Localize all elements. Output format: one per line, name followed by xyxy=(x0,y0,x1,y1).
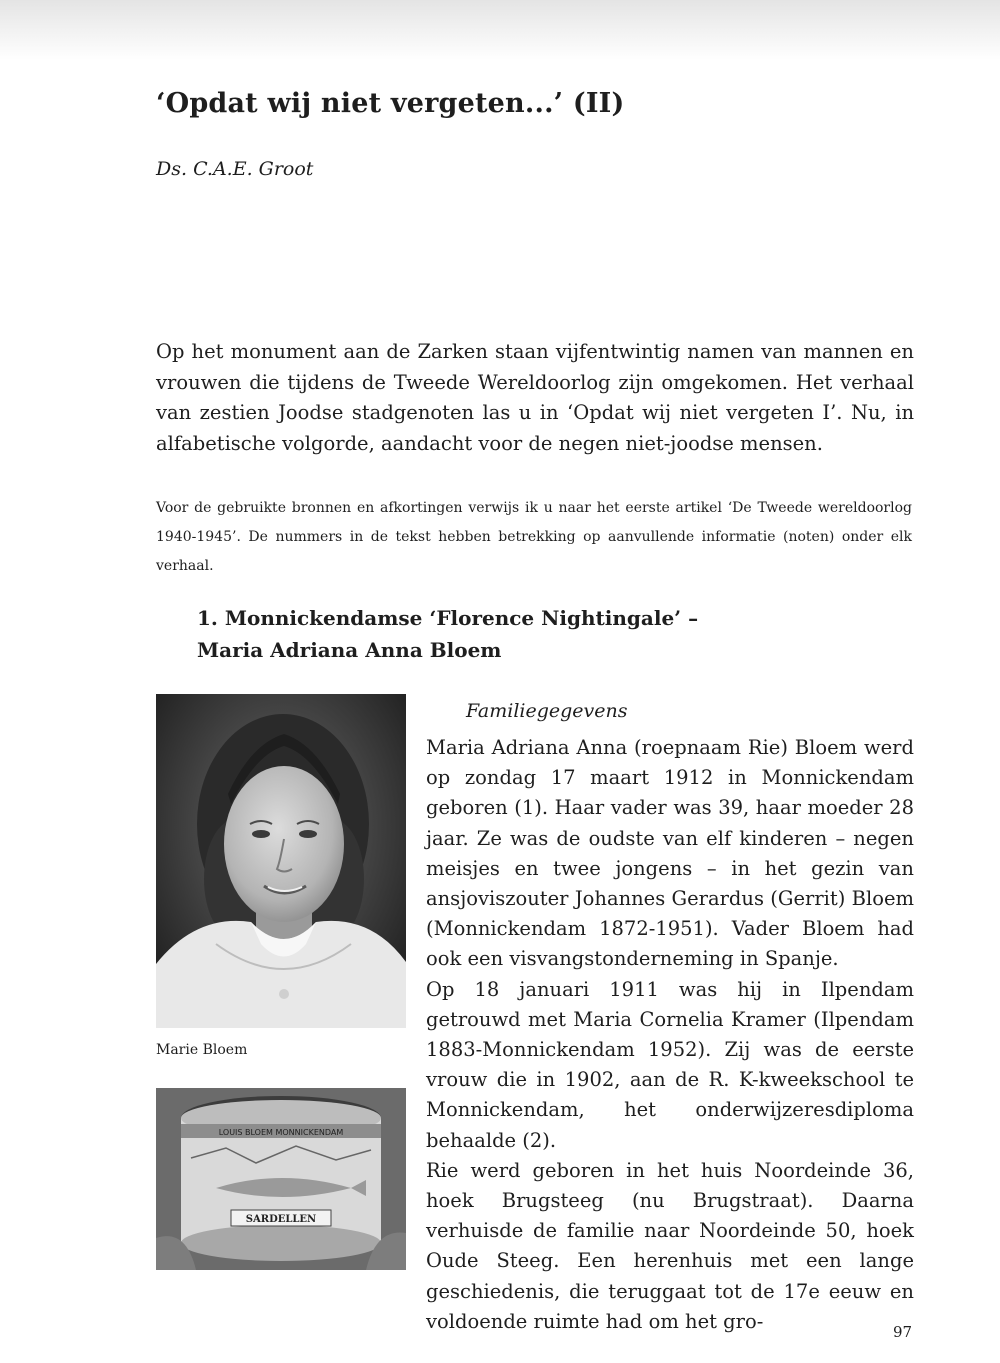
body-text-content: Maria Adriana Anna (roepnaam Rie) Bloem werd op zondag 17 maart 1912 in Monnickendam geboren (1). Haar vader was 39, haar moeder 28 jaar. Ze was de oudste van elf kinderen – negen meisjes en twee jongens – in het gezin van ansjoviszouter Johannes Gerardus (Gerrit) Bloem (Monnickendam 1872-1951). Vader Bloem had ook een visvangstonderneming in Spanje. Op 18 januari 1911 was hij in Ilpendam getrouwd met Maria Cornelia Kramer (Ilpendam 1883-Monnickendam 1952). Zij was de eerste vrouw die in 1902, aan de R. K-kweekschool te Monnickendam, het onderwijzeresdiploma behaalde (2). Rie werd geboren in het huis Noordeinde 36, hoek Brugsteeg (nu Brugstraat). Daarna verhuisde de familie naar Noordeinde 50, hoek Oude Steeg. Een herenhuis met een lange geschiedenis, die teruggaat tot de 17e eeuw en voldoende ruimte had om het gro- xyxy=(426,736,914,1333)
sardine-can-photo xyxy=(156,1088,406,1270)
page-number: 97 xyxy=(893,1323,913,1341)
portrait-caption: Marie Bloem xyxy=(156,1042,248,1058)
portrait-illustration xyxy=(156,694,406,1028)
can-brand-text: LOUIS BLOEM MONNICKENDAM xyxy=(218,1128,344,1137)
article-title: ‘Opdat wij niet vergeten...’ (II) xyxy=(156,88,625,119)
body-text xyxy=(426,733,914,1337)
subsection-heading: Familiegegevens xyxy=(466,700,628,722)
section-heading xyxy=(197,602,698,666)
sources-note: Voor de gebruikte bronnen en afkortingen verwijs ik u naar het eerste artikel ‘De Tweede wereldoorlog 1940-1945’. De nummers in de tekst hebben betrekking op aanvullende informatie (noten) onder elk verhaal. xyxy=(156,500,912,574)
page-top-shade xyxy=(0,0,1000,60)
section-heading-line-2: Maria Adriana Anna Bloem xyxy=(197,638,502,662)
section-heading-line-1: 1. Monnickendamse ‘Florence Nightingale’ – xyxy=(197,606,699,630)
intro-paragraph: Op het monument aan de Zarken staan vijfentwintig namen van mannen en vrouwen die tijdens de Tweede Wereldoorlog zijn omgekomen. Het verhaal van zestien Joodse stadgenoten las u in ‘Opdat wij niet vergeten I’. Nu, in alfabetische volgorde, aandacht voor de negen niet-joodse mensen. xyxy=(156,340,914,455)
sardine-can-illustration xyxy=(156,1088,406,1270)
portrait-photo xyxy=(156,694,406,1028)
can-label-text: SARDELLEN xyxy=(245,1214,317,1225)
article-author: Ds. C.A.E. Groot xyxy=(156,158,314,180)
